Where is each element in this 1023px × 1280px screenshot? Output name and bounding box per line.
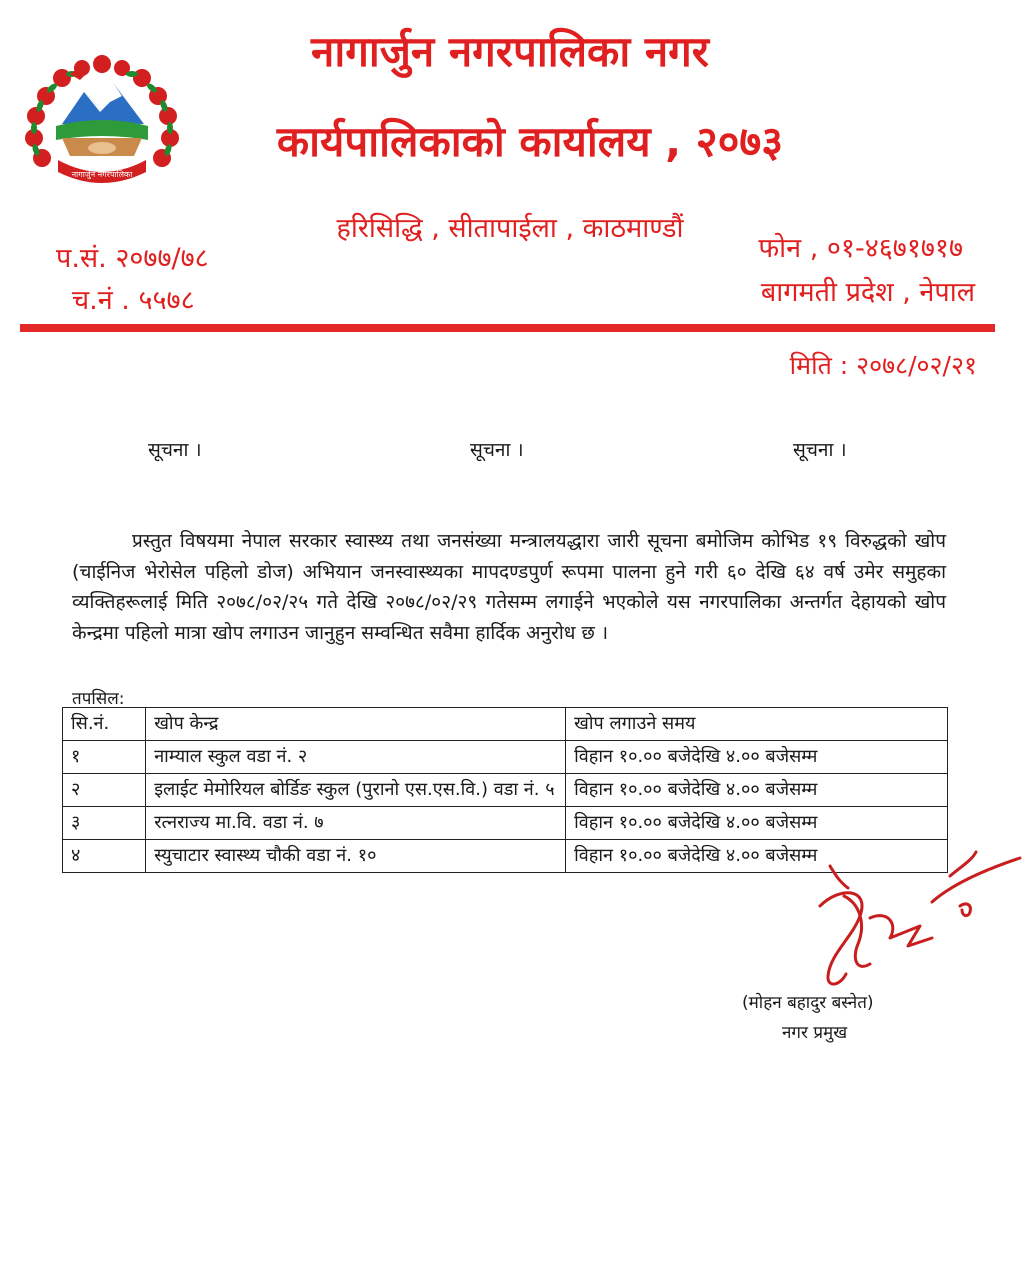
nepal-government-emblem-icon [22,54,182,194]
notice-heading-right: सूचना । [793,439,847,461]
cell-serial: ३ [63,807,146,840]
letter-reference-number: प.सं. २०७७/७८ [56,243,209,274]
cell-center: इलाईट मेमोरियल बोर्डिङ स्कुल (पुरानो एस.एस.वि.) वडा नं. ५ [146,774,566,807]
column-header-serial: सि.नं. [63,708,146,741]
signatory-title: नगर प्रमुख [782,1023,848,1043]
office-phone: फोन , ०१-४६७१७१७ [758,233,963,264]
cell-center: नाम्याल स्कुल वडा नं. २ [146,741,566,774]
details-label: तपसिल: [72,689,125,709]
dispatch-number: च.नं . ५५७८ [72,285,195,316]
cell-serial: ४ [63,840,146,873]
cell-center: स्युचाटार स्वास्थ्य चौकी वडा नं. १० [146,840,566,873]
office-province: बागमती प्रदेश , नेपाल [760,277,975,308]
letter-date: मिति : २०७८/०२/२१ [789,351,977,380]
cell-time: विहान १०.०० बजेदेखि ४.०० बजेसम्म [566,840,948,873]
office-title-line-1: नागार्जुन नगरपालिका नगर [311,27,709,76]
header-divider [20,324,995,332]
table-row [63,807,948,840]
cell-time: विहान १०.०० बजेदेखि ४.०० बजेसम्म [566,807,948,840]
cell-serial: २ [63,774,146,807]
column-header-center: खोप केन्द्र [146,708,566,741]
signatory-name: (मोहन बहादुर बस्नेत) [742,993,874,1013]
notice-heading-left: सूचना । [148,439,202,461]
emblem-caption: नागार्जुन नगरपालिका [71,170,133,179]
column-header-time: खोप लगाउने समय [566,708,948,741]
signature-mark [800,846,1023,1006]
table-header-row [63,708,948,741]
cell-center: रत्नराज्य मा.वि. वडा नं. ७ [146,807,566,840]
notice-body: प्रस्तुत विषयमा नेपाल सरकार स्वास्थ्य तथा जनसंख्या मन्त्रालयद्धारा जारी सूचना बमोजिम कोभिड १९ विरुद्धको खोप (चाईनिज भेरोसेल पहिलो डोज) अभियान जनस्वास्थ्यका मापदण्डपुर्ण रूपमा पालना हुने गरी ६० देखि ६४ वर्ष उमेर समुहका व्यक्तिहरूलाई मिति २०७८/०२/२५ गते देखि २०७८/०२/२९ गतेसम्म लगाईने भएकोले यस नगरपालिका अन्तर्गत देहायको खोप केन्द्रमा पहिलो मात्रा खोप लगाउन जानुहुन सम्वन्धित सवैमा हार्दिक अनुरोध छ । [72,530,946,644]
office-address: हरिसिद्धि , सीतापाईला , काठमाण्डौं [336,213,684,244]
cell-time: विहान १०.०० बजेदेखि ४.०० बजेसम्म [566,774,948,807]
cell-serial: १ [63,741,146,774]
cell-time: विहान १०.०० बजेदेखि ४.०० बजेसम्म [566,741,948,774]
office-title-line-2: कार्यपालिकाको कार्यालय , २०७३ [276,117,784,166]
table-row [63,774,948,807]
notice-heading-center: सूचना । [470,439,524,461]
table-row [63,741,948,774]
